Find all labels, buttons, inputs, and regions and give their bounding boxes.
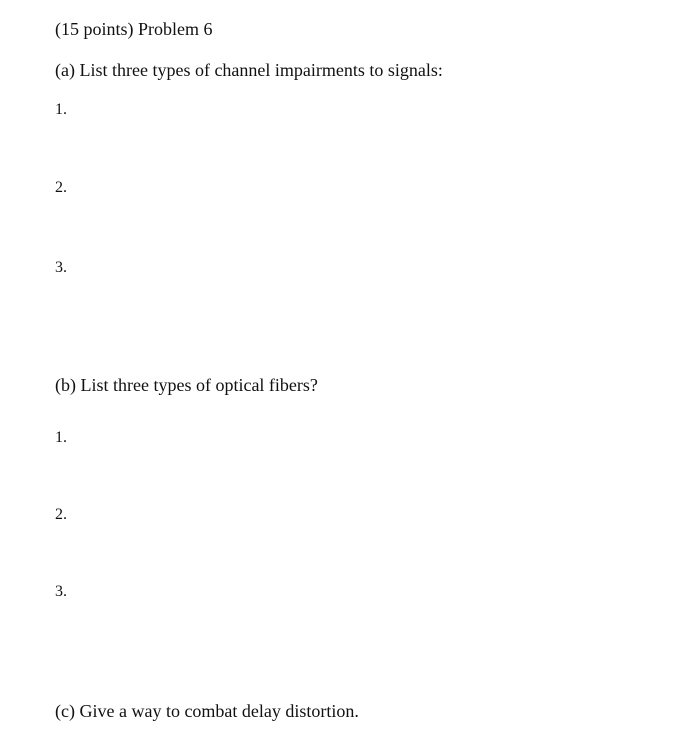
part-b-item-3-number: 3.	[55, 583, 67, 600]
problem-title: (15 points) Problem 6	[55, 19, 213, 39]
part-a-prompt: (a) List three types of channel impairments to signals:	[55, 60, 443, 80]
part-b-item-1-number: 1.	[55, 429, 67, 446]
part-a-item-3-number: 3.	[55, 259, 67, 276]
part-b-item-2-number: 2.	[55, 506, 67, 523]
part-a-item-2-number: 2.	[55, 179, 67, 196]
part-c-prompt: (c) Give a way to combat delay distortion.	[55, 701, 359, 721]
part-a-item-1-number: 1.	[55, 101, 67, 118]
part-b-prompt: (b) List three types of optical fibers?	[55, 375, 318, 395]
